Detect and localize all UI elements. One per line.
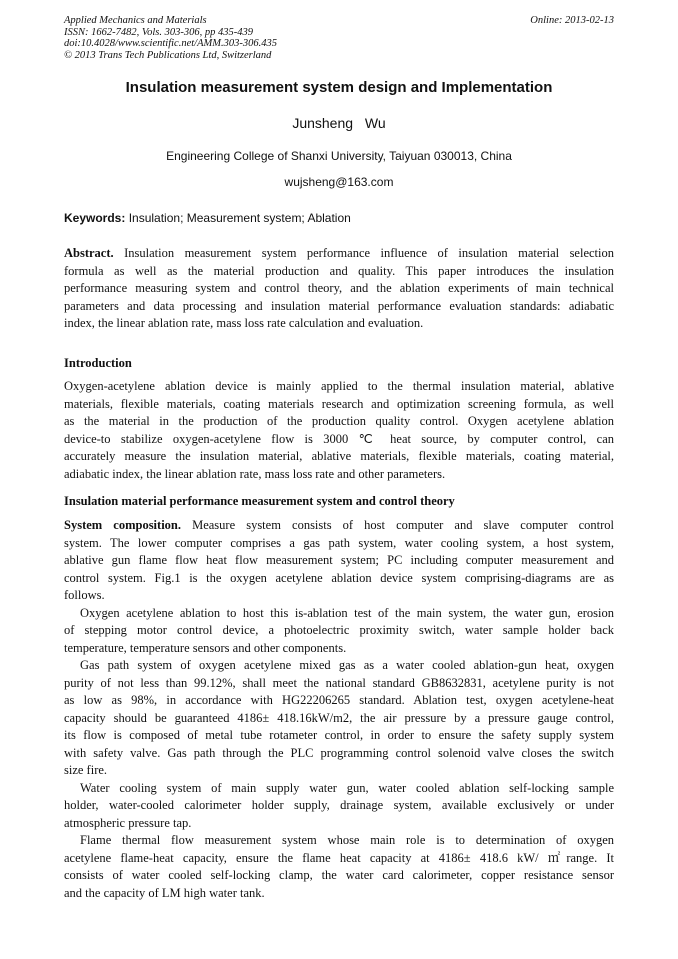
- paragraph-line: of stepping motor control device, a photoelectric proximity switch, water sample holder back: [64, 623, 614, 637]
- paragraph-line: holder, water-cooled calorimeter holder supply, drainage system, available exclusively or under: [64, 798, 614, 812]
- affiliation: Engineering College of Shanxi University, Taiyuan 030013, China: [166, 149, 512, 163]
- paragraph-line: consists of water cooled self-locking clamp, the water card calorimeter, copper resistance sensor: [64, 868, 614, 882]
- keywords: [64, 211, 351, 225]
- author-name: Junsheng Wu: [292, 115, 386, 131]
- abstract: [64, 245, 614, 333]
- paragraph-line: [64, 517, 614, 535]
- paragraph-line: follows.: [64, 588, 105, 602]
- abstract-line: formula as well as the material production and quality. This paper introduces the insulation: [64, 263, 614, 278]
- paragraph-line: materials, flexible materials, coating materials research and optimization screening formula, as well: [64, 396, 614, 411]
- keywords-label: Keywords:: [64, 211, 126, 225]
- paragraph-line: Oxygen acetylene ablation to host this is-ablation test of the main system, the water gun, erosion: [80, 605, 614, 620]
- paragraph-line: its flow is composed of metal tube rotameter control, in order to ensure the safety supply system: [64, 728, 614, 742]
- abstract-line: parameters and data processing and insulation material performance evaluation standards: adiabatic: [64, 298, 614, 313]
- abstract-label: Abstract.: [64, 246, 114, 260]
- paragraph-line: purity of not less than 99.12%, shall meet the national standard GB8632831, acetylene purity is not: [64, 675, 614, 690]
- paragraph-line: Oxygen-acetylene ablation device is mainly applied to the thermal insulation material, ablative: [64, 379, 614, 393]
- paragraph-line: accurately measure the insulation material, ablative materials, flexible materials, coating material,: [64, 449, 614, 463]
- paragraph-line: temperature, temperature sensors and other components.: [64, 640, 347, 655]
- online-date: Online: 2013-02-13: [530, 15, 614, 26]
- paragraph-line: and the capacity of LM high water tank.: [64, 885, 265, 900]
- paragraph-line: Flame thermal flow measurement system whose main role is to determination of oxygen: [80, 833, 614, 847]
- journal-header: [64, 15, 277, 61]
- paper-title: Insulation measurement system design and Implementation: [125, 79, 553, 96]
- paragraph-line: system. The lower computer comprises a gas path system, water cooling system, a host system,: [64, 535, 614, 550]
- paragraph-line: capacity should be guaranteed 4186± 418.16kW/m2, the air pressure by a pressure gauge control,: [64, 710, 614, 725]
- abstract-line: [64, 245, 614, 263]
- paragraph-line: as the material in the production of the production quality control. Oxygen acetylene ablation: [64, 414, 614, 428]
- copyright-line: © 2013 Trans Tech Publications Ltd, Switzerland: [64, 49, 272, 61]
- paragraph-line: device-to stabilize oxygen-acetylene flow is 3000 ℃ heat source, by computer control, can: [64, 431, 614, 446]
- system-composition-paragraph: [64, 517, 614, 902]
- paragraph-line: Water cooling system of main supply water gun, water cooled ablation self-locking sample: [80, 780, 614, 795]
- abstract-text: Insulation measurement system performance influence of insulation material selection: [113, 246, 614, 260]
- doi-line: doi:10.4028/www.scientific.net/AMM.303-306.435: [64, 38, 277, 49]
- abstract-line: index, the linear ablation rate, mass loss rate calculation and evaluation.: [64, 316, 424, 330]
- abstract-line: performance measuring system and control theory, and the ablation experiments of main technical: [64, 281, 614, 295]
- journal-name: Applied Mechanics and Materials: [64, 15, 207, 26]
- introduction-paragraph: [64, 378, 614, 483]
- section-heading-introduction: Introduction: [64, 356, 132, 370]
- paragraph-line: atmospheric pressure tap.: [64, 815, 192, 830]
- keywords-text: Insulation; Measurement system; Ablation: [125, 211, 351, 225]
- paragraph-line: as low as 98%, in accordance with HG22206265 standard. Ablation test, oxygen acetylene-heat: [64, 693, 614, 707]
- paragraph-line: with safety valve. Gas path through the PLC programming control solenoid valve closes the switch: [64, 745, 614, 760]
- section-heading-measurement: Insulation material performance measurement system and control theory: [64, 494, 455, 508]
- paragraph-line: size fire.: [64, 763, 108, 777]
- system-composition-label: System composition.: [64, 518, 181, 532]
- paragraph-line: acetylene flame-heat capacity, ensure the flame heat capacity at 4186± 418.6 kW/ ㎡range. It: [64, 850, 614, 865]
- issn-line: ISSN: 1662-7482, Vols. 303-306, pp 435-439: [64, 26, 253, 38]
- paragraph-text: Measure system consists of host computer and slave computer control: [181, 518, 614, 532]
- paragraph-line: control system. Fig.1 is the oxygen acetylene ablation device system comprising-diagrams are as: [64, 570, 614, 585]
- paragraph-line: Gas path system of oxygen acetylene mixed gas as a water cooled ablation-gun heat, oxygen: [80, 658, 614, 672]
- author-email: wujsheng@163.com: [284, 175, 394, 189]
- paragraph-line: ablative gun flame flow heat flow measurement system; PC including computer measurement and: [64, 553, 614, 567]
- paragraph-line: adiabatic index, the linear ablation rate, mass loss rate and other parameters.: [64, 466, 446, 481]
